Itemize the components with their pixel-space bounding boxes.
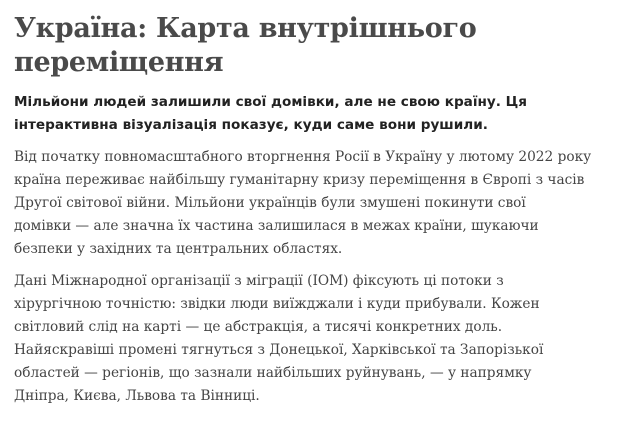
paragraph-line: світловий слід на карті — це абстракція, а тисячі конкретних доль.	[14, 319, 503, 335]
next-paragraph-cutoff	[14, 418, 626, 424]
paragraph-line: безпеки у західних та центральних областях.	[14, 241, 343, 257]
paragraph-line: Від початку повномасштабного вторгнення Росії в Україну у лютому 2022 року	[14, 149, 592, 165]
paragraph-line: Дані Міжнародної організації з міграції (IOM) фіксують ці потоки з	[14, 273, 504, 289]
title-line: Україна: Карта внутрішнього	[14, 13, 477, 44]
paragraph-line: областей — регіонів, що зазнали найбільших руйнувань, — у напрямку	[14, 365, 532, 381]
paragraph-line: домівки — але значна їх частина залишилася в межах країни, шукаючи	[14, 218, 539, 234]
article	[14, 12, 626, 424]
paragraph-line: Другої світової війни. Мільйони українців були змушені покинути свої	[14, 195, 526, 211]
paragraph-line: Найяскравіші промені тягнуться з Донецької, Харківської та Запорізької	[14, 342, 544, 358]
lead-paragraph	[14, 91, 626, 137]
body-paragraph-1	[14, 146, 626, 261]
page-title	[14, 12, 626, 80]
title-line: переміщення	[14, 47, 224, 78]
paragraph-line: країна переживає найбільшу гуманітарну кризу переміщення в Європі з часів	[14, 172, 585, 188]
paragraph-line: хірургічною точністю: звідки люди виїжджали і куди прибували. Кожен	[14, 296, 540, 312]
lead-line: Мільйони людей залишили свої домівки, але не свою країну. Ця	[14, 94, 527, 110]
lead-line: інтерактивна візуалізація показує, куди саме вони рушили.	[14, 117, 488, 133]
paragraph-line: Дніпра, Києва, Львова та Вінниці.	[14, 388, 260, 404]
body-paragraph-2	[14, 270, 626, 408]
